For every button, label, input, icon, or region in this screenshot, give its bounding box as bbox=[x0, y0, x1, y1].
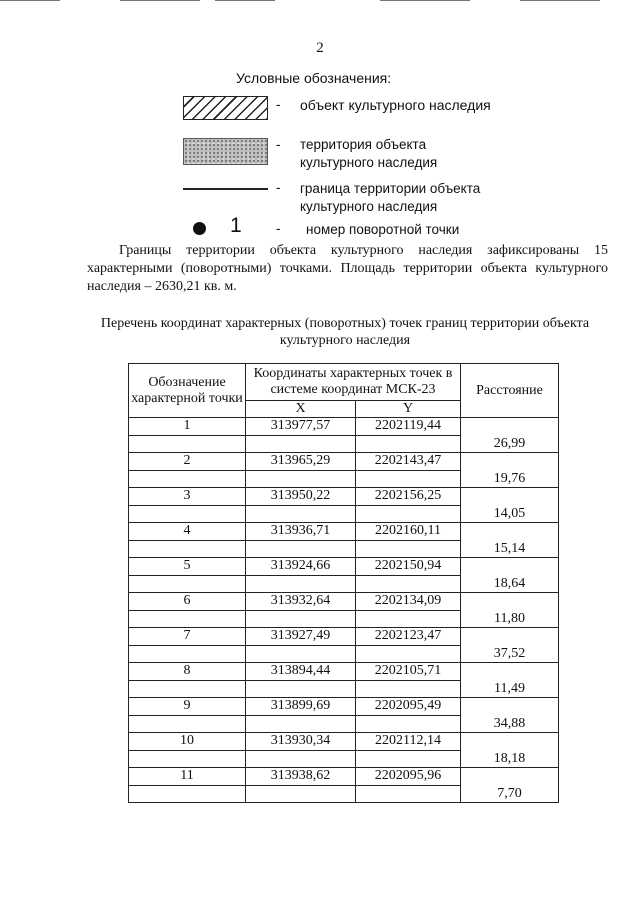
table-row bbox=[129, 663, 559, 681]
table-row bbox=[129, 418, 559, 436]
table-row bbox=[129, 593, 559, 611]
cell-empty bbox=[129, 435, 246, 453]
table-body bbox=[129, 418, 559, 803]
cell-y: 2202095,49 bbox=[356, 698, 461, 716]
dotted-fill-symbol bbox=[183, 138, 268, 165]
cell-y: 2202095,96 bbox=[356, 768, 461, 786]
cell-empty bbox=[129, 750, 246, 768]
cell-empty bbox=[246, 645, 356, 663]
cell-x: 313977,57 bbox=[246, 418, 356, 436]
legend-item-point bbox=[0, 214, 640, 241]
cell-distance: 18,18 bbox=[461, 733, 559, 768]
cell-empty bbox=[129, 540, 246, 558]
table-row bbox=[129, 523, 559, 541]
legend-item-object bbox=[0, 94, 640, 124]
cell-x: 313950,22 bbox=[246, 488, 356, 506]
cell-empty bbox=[356, 610, 461, 628]
header-y: Y bbox=[356, 401, 461, 418]
cell-x: 313965,29 bbox=[246, 453, 356, 471]
cell-empty bbox=[129, 610, 246, 628]
cell-distance: 11,80 bbox=[461, 593, 559, 628]
cell-y: 2202134,09 bbox=[356, 593, 461, 611]
header-distance: Расстояние bbox=[461, 364, 559, 418]
cell-empty bbox=[129, 715, 246, 733]
table-row bbox=[129, 768, 559, 786]
legend-item-boundary bbox=[0, 180, 640, 220]
cell-distance: 37,52 bbox=[461, 628, 559, 663]
cell-distance: 14,05 bbox=[461, 488, 559, 523]
cell-empty bbox=[129, 680, 246, 698]
cell-x: 313930,34 bbox=[246, 733, 356, 751]
cell-x: 313894,44 bbox=[246, 663, 356, 681]
cell-n: 10 bbox=[129, 733, 246, 751]
cell-x: 313924,66 bbox=[246, 558, 356, 576]
legend-title: Условные обозначения: bbox=[236, 70, 392, 86]
legend-dash: - bbox=[276, 180, 281, 195]
boundary-line-symbol bbox=[183, 188, 268, 190]
body-paragraph: Границы территории объекта культурного наследия зафиксированы 15 характерными (поворотными) точками. Площадь территории объекта культурного наследия – 2630,21 кв. м. bbox=[87, 243, 608, 294]
point-marker-label: 1 bbox=[230, 214, 242, 237]
cell-n: 4 bbox=[129, 523, 246, 541]
cell-empty bbox=[246, 435, 356, 453]
cell-x: 313938,62 bbox=[246, 768, 356, 786]
cell-empty bbox=[356, 505, 461, 523]
cell-empty bbox=[356, 645, 461, 663]
legend-text: территория объекта культурного наследия bbox=[300, 137, 438, 170]
hatch-symbol bbox=[183, 96, 268, 120]
legend-text: номер поворотной точки bbox=[306, 222, 460, 237]
cell-y: 2202156,25 bbox=[356, 488, 461, 506]
cell-y: 2202112,14 bbox=[356, 733, 461, 751]
cell-n: 9 bbox=[129, 698, 246, 716]
cell-n: 1 bbox=[129, 418, 246, 436]
cell-empty bbox=[356, 540, 461, 558]
cell-empty bbox=[246, 540, 356, 558]
table-row bbox=[129, 488, 559, 506]
cell-distance: 26,99 bbox=[461, 418, 559, 453]
scan-top-edge bbox=[0, 0, 640, 6]
cell-empty bbox=[246, 680, 356, 698]
cell-y: 2202123,47 bbox=[356, 628, 461, 646]
legend-text: граница территории объекта культурного наследия bbox=[300, 181, 481, 214]
cell-empty bbox=[356, 715, 461, 733]
cell-distance: 11,49 bbox=[461, 663, 559, 698]
cell-n: 3 bbox=[129, 488, 246, 506]
header-coords: Координаты характерных точек в системе координат МСК-23 bbox=[246, 364, 461, 401]
cell-n: 7 bbox=[129, 628, 246, 646]
cell-empty bbox=[129, 785, 246, 803]
cell-empty bbox=[356, 785, 461, 803]
point-dot-symbol bbox=[193, 222, 206, 235]
cell-n: 5 bbox=[129, 558, 246, 576]
cell-n: 2 bbox=[129, 453, 246, 471]
cell-empty bbox=[356, 470, 461, 488]
cell-empty bbox=[129, 505, 246, 523]
table-row bbox=[129, 628, 559, 646]
cell-empty bbox=[246, 505, 356, 523]
header-point: Обозначение характерной точки bbox=[129, 364, 246, 418]
table-row bbox=[129, 733, 559, 751]
cell-x: 313899,69 bbox=[246, 698, 356, 716]
legend-dash: - bbox=[276, 97, 281, 112]
cell-distance: 18,64 bbox=[461, 558, 559, 593]
cell-x: 313927,49 bbox=[246, 628, 356, 646]
legend-dash: - bbox=[276, 221, 281, 236]
coordinates-table bbox=[128, 363, 559, 803]
cell-empty bbox=[246, 785, 356, 803]
cell-empty bbox=[246, 610, 356, 628]
cell-n: 6 bbox=[129, 593, 246, 611]
cell-empty bbox=[246, 470, 356, 488]
table-caption: Перечень координат характерных (поворотных) точек границ территории объекта культурного наследия bbox=[100, 316, 590, 348]
cell-empty bbox=[356, 435, 461, 453]
cell-y: 2202105,71 bbox=[356, 663, 461, 681]
header-x: X bbox=[246, 401, 356, 418]
cell-x: 313936,71 bbox=[246, 523, 356, 541]
cell-distance: 34,88 bbox=[461, 698, 559, 733]
cell-y: 2202143,47 bbox=[356, 453, 461, 471]
cell-n: 11 bbox=[129, 768, 246, 786]
cell-y: 2202119,44 bbox=[356, 418, 461, 436]
cell-empty bbox=[129, 645, 246, 663]
legend-dash: - bbox=[276, 137, 281, 152]
cell-empty bbox=[246, 750, 356, 768]
cell-distance: 7,70 bbox=[461, 768, 559, 803]
legend-item-territory bbox=[0, 134, 640, 174]
cell-empty bbox=[246, 575, 356, 593]
cell-x: 313932,64 bbox=[246, 593, 356, 611]
cell-empty bbox=[129, 470, 246, 488]
table-row bbox=[129, 558, 559, 576]
cell-empty bbox=[246, 715, 356, 733]
cell-empty bbox=[356, 750, 461, 768]
cell-distance: 19,76 bbox=[461, 453, 559, 488]
legend-text: объект культурного наследия bbox=[300, 97, 491, 113]
cell-y: 2202150,94 bbox=[356, 558, 461, 576]
cell-empty bbox=[356, 680, 461, 698]
page-number: 2 bbox=[316, 40, 324, 56]
cell-empty bbox=[129, 575, 246, 593]
cell-empty bbox=[356, 575, 461, 593]
cell-n: 8 bbox=[129, 663, 246, 681]
cell-y: 2202160,11 bbox=[356, 523, 461, 541]
table-row bbox=[129, 453, 559, 471]
table-row bbox=[129, 698, 559, 716]
cell-distance: 15,14 bbox=[461, 523, 559, 558]
